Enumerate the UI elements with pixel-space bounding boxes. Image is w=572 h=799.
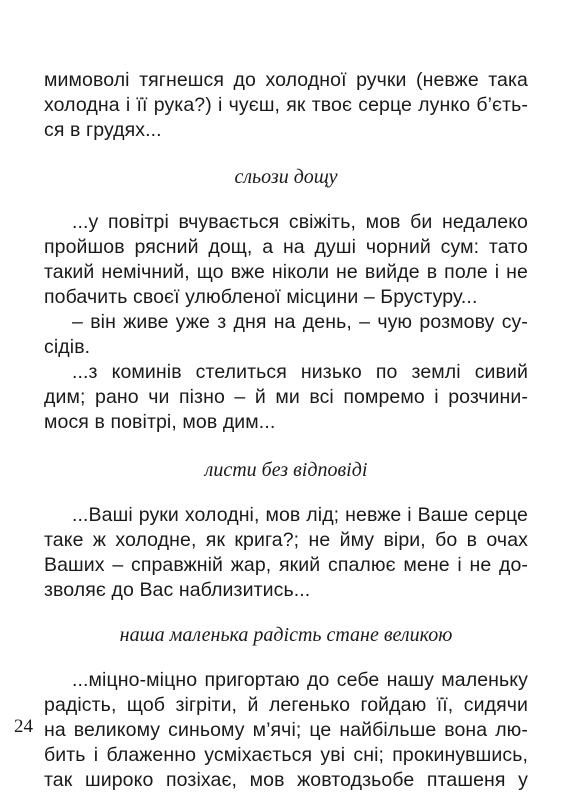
page-number: 24 <box>14 716 33 737</box>
text-line: ся в грудях... <box>44 119 162 141</box>
section-heading: сльози дощу <box>234 166 338 188</box>
text-line: дим; рано чи пізно – й ми всі помремо і розчини- <box>44 386 528 408</box>
section-text <box>44 668 528 793</box>
intro-paragraph <box>44 68 528 143</box>
text-line: зволяє до Вас наблизитись... <box>44 579 311 601</box>
text-line: ...у повітрі вчувається свіжіть, мов би недалеко <box>72 211 528 233</box>
text-line: ...міцно-міцно пригортаю до себе нашу маленьку <box>72 669 528 691</box>
text-line: мимоволі тягнешся до холодної ручки (невже така <box>44 69 528 91</box>
section-heading: листи без відповіді <box>204 459 368 481</box>
text-line: – він живе уже з дня на день, – чую розмову су- <box>72 311 528 333</box>
text-line: Ваших – справжній жар, який спалює мене і не до- <box>44 554 528 576</box>
section-text <box>44 210 528 435</box>
text-line: такий немічний, що вже ніколи не вийде в поле і не <box>44 261 528 283</box>
text-line: пройшов рясний дощ, а на душі чорний сум: тато <box>44 236 528 258</box>
text-line: радість, щоб зігріти, й легенько гойдаю її, сидячи <box>44 694 528 716</box>
text-line: ...з коминів стелиться низько по землі сивий <box>72 361 528 383</box>
text-line: бить і блаженно усміхається уві сні; прокинувшись, <box>44 744 528 766</box>
text-line: сідів. <box>44 336 91 358</box>
text-line: так широко позіхає, мов жовтодзьобе пташеня у <box>44 769 528 791</box>
text-line: мося в повітрі, мов дим... <box>44 411 276 433</box>
text-line: таке ж холодне, як крига?; не йму віри, бо в очах <box>44 529 528 551</box>
section-text <box>44 503 528 603</box>
page-body <box>44 68 528 793</box>
section-heading: наша маленька радість стане великою <box>119 624 453 646</box>
text-line: холодна і її рука?) і чуєш, як твоє серце лунко б’єть- <box>44 94 528 116</box>
text-line: на великому синьому м’ячі; це найбільше вона лю- <box>44 719 528 741</box>
text-line: ...Ваші руки холодні, мов лід; невже і Ваше серце <box>72 504 528 526</box>
text-line: побачить своєї улюбленої місцини – Брустуру... <box>44 286 478 308</box>
